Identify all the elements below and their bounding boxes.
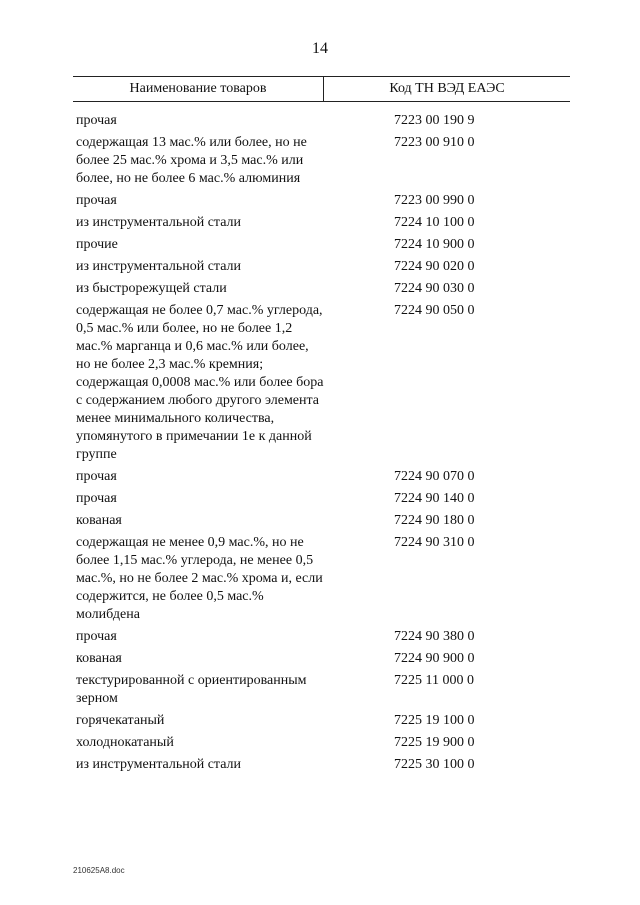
goods-name: прочая <box>76 193 117 208</box>
table-body <box>76 112 566 778</box>
goods-code: 7224 90 900 0 <box>394 651 475 666</box>
goods-name: из инструментальной стали <box>76 215 242 230</box>
table-row <box>76 512 566 530</box>
goods-code: 7225 19 900 0 <box>394 735 475 750</box>
goods-code: 7224 10 100 0 <box>394 215 475 230</box>
goods-code: 7223 00 190 9 <box>394 113 475 128</box>
goods-name: прочая <box>76 113 117 128</box>
goods-code: 7224 90 020 0 <box>394 259 475 274</box>
table-row <box>76 112 566 130</box>
goods-code: 7224 10 900 0 <box>394 237 475 252</box>
table-header <box>73 76 570 102</box>
table-row <box>76 756 566 774</box>
header-name-column: Наименование товаров <box>129 81 267 96</box>
goods-code: 7223 00 990 0 <box>394 193 475 208</box>
goods-name: из инструментальной стали <box>76 259 242 274</box>
goods-code: 7225 30 100 0 <box>394 757 475 772</box>
goods-name: прочая <box>76 469 117 484</box>
table-row <box>76 258 566 276</box>
table-row <box>76 650 566 668</box>
table-row <box>76 734 566 752</box>
table-row <box>76 468 566 486</box>
table-row <box>76 628 566 646</box>
goods-name: прочая <box>76 491 117 506</box>
table-row <box>76 236 566 254</box>
table-row <box>76 534 566 624</box>
goods-name: прочая <box>76 629 117 644</box>
goods-name: прочие <box>76 237 118 252</box>
table-row <box>76 672 566 708</box>
goods-code: 7224 90 180 0 <box>394 513 475 528</box>
goods-name: текстурированной с ориентированным зерном <box>76 673 307 706</box>
goods-name: содержащая 13 мас.% или более, но не более 25 мас.% хрома и 3,5 мас.% или более, но не более 6 мас.% алюминия <box>76 135 307 186</box>
goods-name: из быстрорежущей стали <box>76 281 227 296</box>
goods-code: 7223 00 910 0 <box>394 135 475 150</box>
table-row <box>76 280 566 298</box>
table-row <box>76 134 566 188</box>
table-row <box>76 490 566 508</box>
goods-code: 7224 90 050 0 <box>394 303 475 318</box>
table-row <box>76 214 566 232</box>
goods-name: кованая <box>76 651 122 666</box>
goods-code: 7224 90 380 0 <box>394 629 475 644</box>
table-row <box>76 302 566 464</box>
goods-code: 7224 90 140 0 <box>394 491 475 506</box>
goods-name: содержащая не менее 0,9 мас.%, но не более 1,15 мас.% углерода, не менее 0,5 мас.%, но не более 2 мас.% хрома и, если содержится, не более 0,5 мас.% молибдена <box>76 535 323 622</box>
document-footer: 210625A8.doc <box>73 866 125 875</box>
goods-name: холоднокатаный <box>76 735 174 750</box>
goods-code: 7225 11 000 0 <box>394 673 474 688</box>
table-row <box>76 192 566 210</box>
goods-code: 7224 90 070 0 <box>394 469 475 484</box>
goods-name: кованая <box>76 513 122 528</box>
goods-name: из инструментальной стали <box>76 757 242 772</box>
goods-code: 7224 90 030 0 <box>394 281 475 296</box>
table-row <box>76 712 566 730</box>
goods-name: содержащая не более 0,7 мас.% углерода, 0,5 мас.% или более, но не более 1,2 мас.% марганца и 0,6 мас.% или более, но не более 2,3 мас.% кремния; содержащая 0,0008 мас.% или более бора с содержанием любого другого элемента менее минимального количества, упомянутого в примечании 1е к данной группе <box>76 303 324 462</box>
goods-code: 7224 90 310 0 <box>394 535 475 550</box>
page-number: 14 <box>312 40 328 57</box>
goods-name: горячекатаный <box>76 713 165 728</box>
goods-code: 7225 19 100 0 <box>394 713 475 728</box>
header-code-column: Код ТН ВЭД ЕАЭС <box>389 81 505 96</box>
